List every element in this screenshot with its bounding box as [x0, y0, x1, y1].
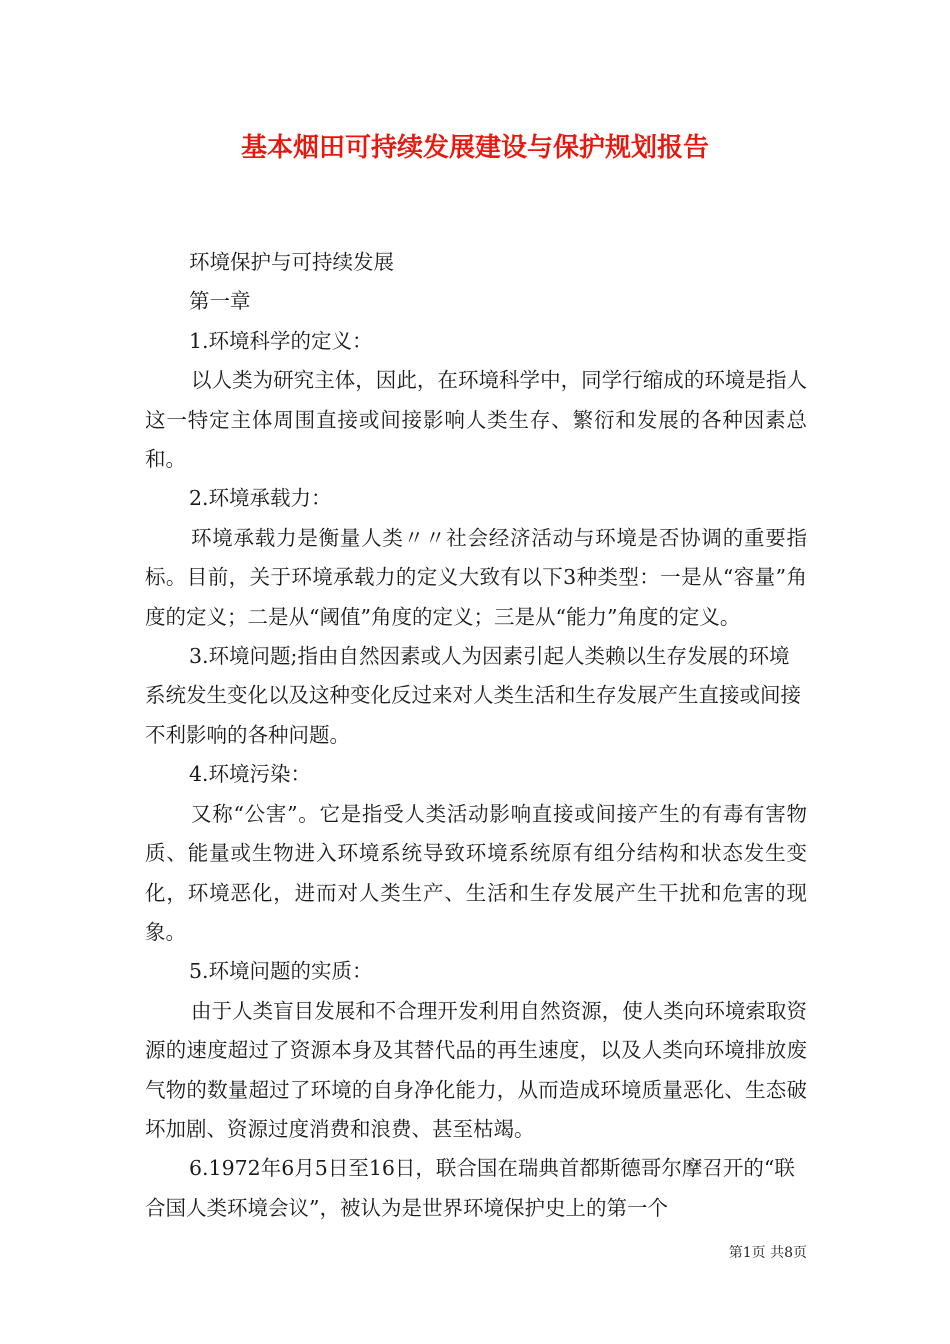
- body-paragraph: 又称“公害”。它是指受人类活动影响直接或间接产生的有毒有害物质、能量或生物进入环境系统导致环境系统原有组分结构和状态发生变化，环境恶化，进而对人类生产、生活和生存发展产生干扰和危害的现象。: [145, 801, 807, 944]
- page-number: 第1页 共8页: [728, 1245, 807, 1261]
- body-paragraph: 环境承载力是衡量人类〃〃社会经济活动与环境是否协调的重要指标。目前，关于环境承载力的定义大致有以下3种类型：一是从“容量”角度的定义；二是从“阈值”角度的定义；三是从“能力”角度的定义。: [145, 525, 807, 629]
- definition-heading: 1.环境科学的定义：: [189, 328, 373, 353]
- definition-paragraph: 6.1972年6月5日至16日，联合国在瑞典首都斯德哥尔摩召开的“联合国人类环境会议”，被认为是世界环境保护史上的第一个: [145, 1156, 795, 1220]
- definition-heading: 4.环境污染：: [189, 762, 312, 787]
- body-paragraph: 由于人类盲目发展和不合理开发利用自然资源，使人类向环境索取资源的速度超过了资源本身及其替代品的再生速度，以及人类向环境排放废气物的数量超过了环境的自身净化能力，从而造成环境质量恶化、生态破坏加剧、资源过度消费和浪费、甚至枯竭。: [145, 998, 807, 1141]
- definition-paragraph: 3.环境问题;指由自然因素或人为因素引起人类赖以生存发展的环境系统发生变化以及这种变化反过来对人类生活和生存发展产生直接或间接不利影响的各种问题。: [145, 644, 801, 747]
- definition-heading: 5.环境问题的实质：: [189, 959, 373, 984]
- section-heading: 环境保护与可持续发展: [189, 250, 394, 274]
- definition-heading: 2.环境承载力：: [189, 486, 332, 511]
- document-body: [145, 243, 807, 1228]
- body-paragraph: 以人类为研究主体，因此，在环境科学中，同学行缩成的环境是指人这一特定主体周围直接或间接影响人类生存、繁衍和发展的各种因素总和。: [145, 368, 807, 472]
- chapter-heading: 第一章: [189, 289, 251, 314]
- page-title: 基本烟田可持续发展建设与保护规划报告: [240, 133, 709, 163]
